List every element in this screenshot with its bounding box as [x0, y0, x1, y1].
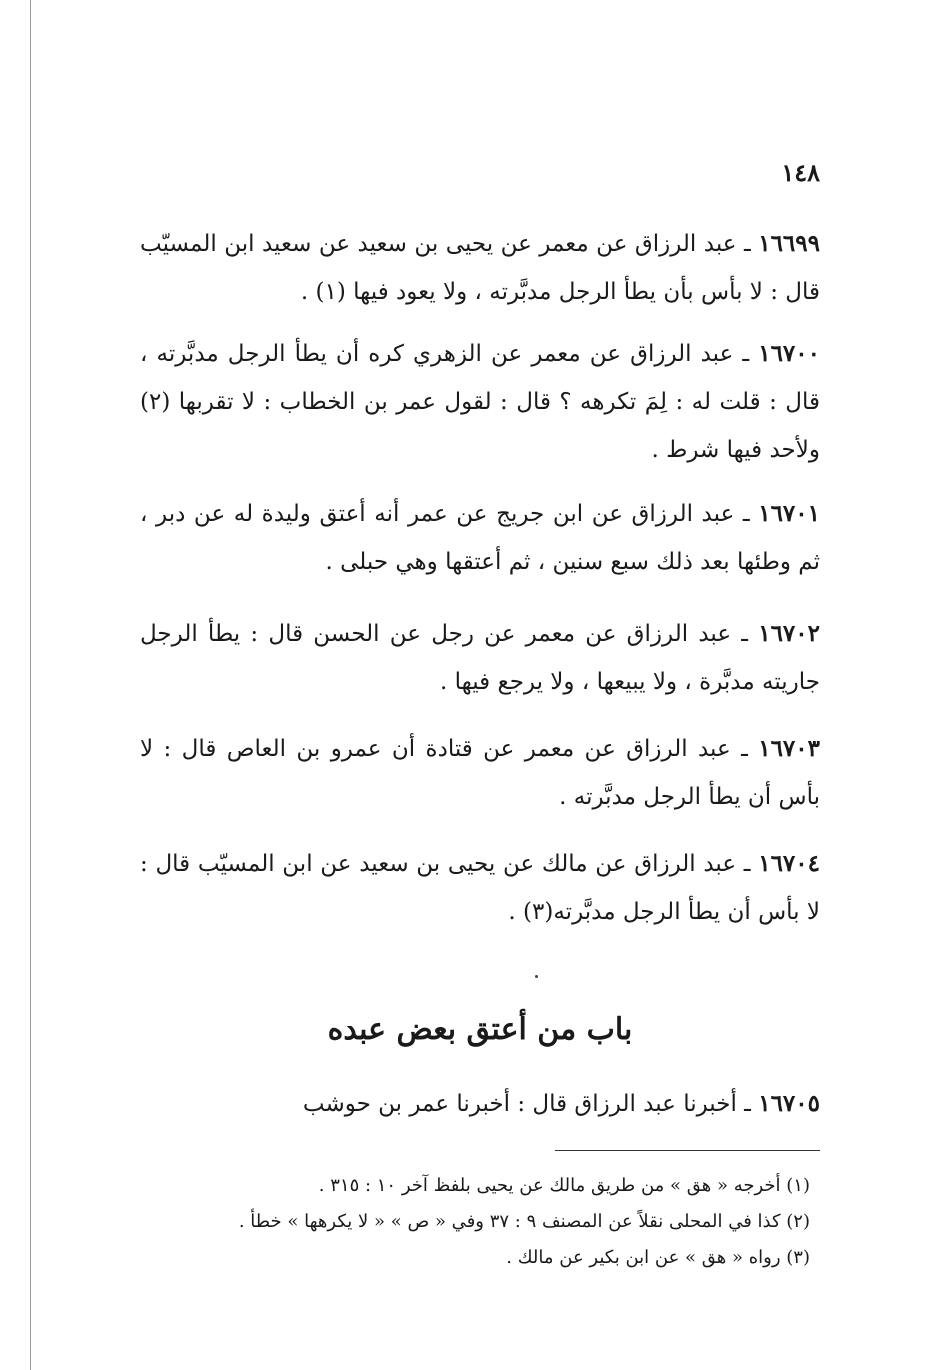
footnote-3: (٣) رواه « هق » عن ابن بكير عن مالك . [506, 1247, 810, 1268]
entry-text: ـ عبد الرزاق عن معمر عن قتادة أن عمرو بن العاص قال : لا بأس أن يطأ الرجل مدبَّرته . [140, 736, 820, 810]
entry-number: ١٦٦٩٩ [758, 230, 820, 257]
decorative-dot [535, 975, 538, 978]
hadith-entry-16701 [140, 490, 820, 586]
entry-text: ـ عبد الرزاق عن معمر عن الزهري كره أن يطأ الرجل مدبَّرته ، قال : قلت له : لِمَ تكرهه ؟ قال : لقول عمر بن الخطاب : لا تقربها (٢) ولأحد فيها شرط . [140, 341, 820, 463]
entry-number: ١٦٧٠١ [758, 500, 820, 527]
entry-text: ـ عبد الرزاق عن معمر عن يحيى بن سعيد عن سعيد ابن المسيّب قال : لا بأس بأن يطأ الرجل مدبَّرته ، ولا يعود فيها (١) . [140, 231, 820, 305]
footnote-1: (١) أخرجه « هق » من طريق مالك عن يحيى بلفظ آخر ١٠ : ٣١٥ . [318, 1175, 810, 1196]
hadith-entry-16703 [140, 725, 820, 821]
hadith-entry-16700 [140, 330, 820, 474]
entry-number: ١٦٧٠٣ [758, 735, 820, 762]
footnotes [140, 1168, 820, 1276]
footnote-2: (٢) كذا في المحلى نقلاً عن المصنف ٩ : ٣٧ وفي « ص » « لا يكرهها » خطأ . [238, 1211, 810, 1232]
entry-number: ١٦٧٠٤ [758, 850, 820, 877]
entry-text: ـ عبد الرزاق عن مالك عن يحيى بن سعيد عن ابن المسيّب قال : لا بأس أن يطأ الرجل مدبَّرته(٣) . [140, 851, 820, 925]
hadith-entry-16704 [140, 840, 820, 936]
page-edge-line [30, 0, 31, 1370]
entry-number: ١٦٧٠٥ [758, 1090, 820, 1117]
entry-text: ـ عبد الرزاق عن معمر عن رجل عن الحسن قال : يطأ الرجل جاريته مدبَّرة ، ولا يبيعها ، ولا يرجع فيها . [140, 621, 820, 695]
hadith-entry-16702 [140, 610, 820, 706]
book-page [140, 150, 820, 1280]
hadith-entry-16699 [140, 220, 820, 316]
entry-number: ١٦٧٠٠ [758, 340, 820, 367]
entry-text: ـ أخبرنا عبد الرزاق قال : أخبرنا عمر بن حوشب [302, 1091, 759, 1117]
entry-number: ١٦٧٠٢ [758, 620, 820, 647]
footnote-divider [555, 1150, 820, 1151]
section-title: باب من أعتق بعض عبده [327, 1012, 633, 1047]
hadith-entry-16705 [140, 1080, 820, 1128]
entry-text: ـ عبد الرزاق عن ابن جريج عن عمر أنه أعتق وليدة له عن دبر ، ثم وطئها بعد ذلك سبع سنين ، ثم أعتقها وهي حبلى . [140, 501, 820, 575]
page-number: ١٤٨ [781, 158, 820, 187]
